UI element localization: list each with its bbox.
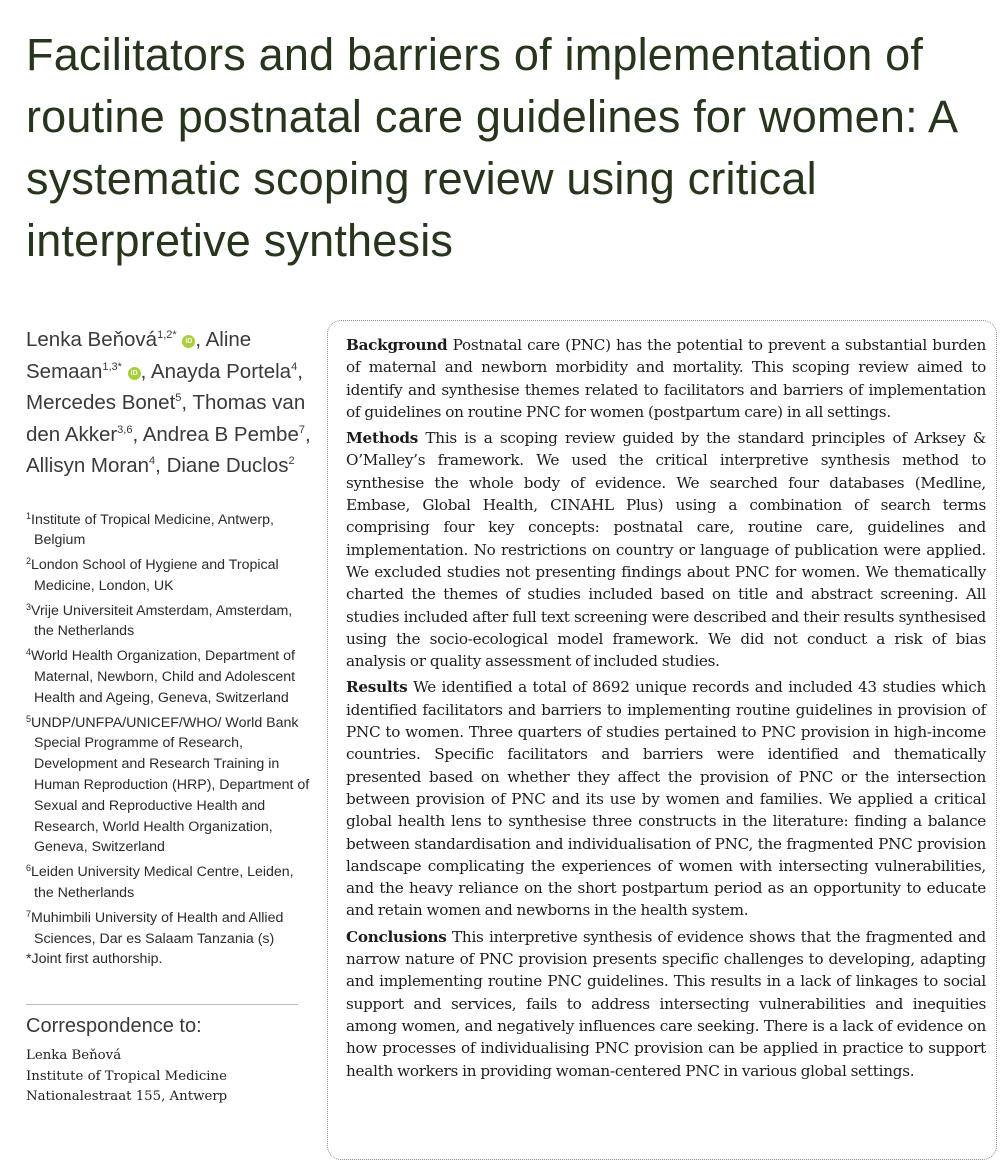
correspondence-heading: Correspondence to:: [26, 1004, 298, 1038]
abstract-heading: Background: [346, 336, 448, 354]
affiliation-item: $^6$Leiden University Medical Centre, Leiden, the Netherlands: [26, 863, 294, 902]
affiliation-item: $^7$Muhimbili University of Health and Allied Sciences, Dar es Salaam Tanzania (s): [26, 908, 284, 947]
author-superscript: 5: [175, 392, 182, 404]
author-name: Thomas van den Akker: [26, 391, 306, 446]
author-name: Mercedes Bonet: [26, 391, 176, 414]
author-name: Lenka Beňová: [26, 328, 158, 351]
author-superscript: 2: [288, 455, 295, 467]
abstract-heading: Results: [346, 678, 408, 697]
author-superscript: 3,6: [117, 423, 133, 436]
author-name: Aline Semaan: [26, 328, 252, 383]
author-name: Diane Duclos: [166, 454, 289, 477]
correspondence-block: [26, 1004, 314, 1108]
affiliation-list: [26, 506, 314, 971]
author-superscript: 7: [298, 423, 305, 436]
abstract-background: Background Postnatal care (PNC) has the potential to prevent a substantial burden of maternal and newborn morbidity and mortality. This scoping review aimed to identify and synthesise themes related to facilitators and barriers of implementation of guidelines on routine PNC for women (postpartum care) in all settings.: [346, 336, 987, 421]
abstract-heading: Methods: [346, 429, 419, 448]
author-name: Allisyn Moran: [26, 454, 150, 477]
affiliation-item: $^5$UNDP/UNFPA/UNICEF/WHO/ World Bank Special Programme of Research, Development and Research Training in Human Reproduction (HRP), Department of Sexual and Reproductive Health and Research, World Health Organization, Geneva, Switzerland: [26, 713, 310, 856]
correspondence-line: Institute of Tropical Medicine: [26, 1068, 227, 1084]
abstract-methods: Methods This is a scoping review guided by the standard principles of Arksey & O’Malley’s framework. We used the critical interpretive synthesis method to synthesise the whole body of evidence. We searched four databases (Medline, Embase, Global Health, CINAHL Plus) using a combination of search terms comprising four key concepts: postnatal care, routine care, guidelines and implementation. No restrictions on country or language of publication were applied. We excluded studies not presenting findings about PNC for women. We thematically charted the themes of studies included based on title and abstract screening. All studies included after full text screening were described and their results synthesised using the socio-ecological model framework. We did not conduct a risk of bias analysis or quality assessment of included studies.: [346, 429, 986, 671]
abstract-results: Results We identified a total of 8692 unique records and included 43 studies which identified facilitators and barriers to implementing routine guidelines in provision of PNC to women. Three quarters of studies pertained to PNC provision in high-income countries. Specific facilitators and barriers were identified and thematically presented based on whether they affect the provision of PNC or the intersection between provision of PNC and its use by women and families. We applied a critical global health lens to synthesise three constructs in the literature: finding a balance between standardisation and individualisation of PNC, the fragmented PNC provision landscape complicating the experiences of women with intersecting vulnerabilities, and the heavy reliance on the short postpartum period as an opportunity to educate and retain women and newborns in the health system.: [346, 678, 987, 920]
affiliation-item: $^1$Institute of Tropical Medicine, Antwerp, Belgium: [26, 510, 274, 549]
joint-authorship-note: *Joint first authorship.: [26, 951, 163, 968]
correspondence-line: Lenka Beňová: [26, 1048, 122, 1064]
abstract-heading: Conclusions: [346, 927, 447, 946]
abstract-conclusions: Conclusions This interpretive synthesis of evidence shows that the fragmented and narrow nature of PNC provision presents specific challenges to developing, adapting and implementing routine PNC guidelines. This results in a lack of linkages to social support and services, fails to address intersecting vulnerabilities and inequities among women, and negatively influences care seeking. There is a lack of evidence on how processes of individualising PNC provision can be applied in practice to support health workers in providing woman-centered PNC in various global settings.: [346, 927, 986, 1080]
author-superscript: 1,3*: [102, 360, 122, 373]
author-name: Andrea B Pembe: [142, 422, 299, 446]
author-column: [26, 322, 314, 1108]
affiliation-item: $^3$Vrije Universiteit Amsterdam, Amsterdam, the Netherlands: [26, 601, 293, 640]
orcid-icon[interactable]: iD: [128, 367, 141, 380]
correspondence-line: Nationalestraat 155, Antwerp: [26, 1089, 228, 1105]
affiliation-item: $^4$World Health Organization, Department of Maternal, Newborn, Child and Adolescent Health and Ageing, Geneva, Switzerland: [26, 647, 296, 706]
author-superscript: 1,2*: [157, 329, 177, 341]
affiliation-item: $^2$London School of Hygiene and Tropical Medicine, London, UK: [26, 556, 279, 594]
author-name: Anayda Portela: [150, 359, 292, 383]
author-superscript: 4: [291, 360, 298, 373]
article-title: Facilitators and barriers of implementation of routine postnatal care guidelines for women: A systematic scoping review using critical interpretive synthesis: [26, 29, 956, 266]
author-superscript: 4: [149, 455, 156, 467]
orcid-icon[interactable]: iD: [182, 335, 195, 348]
author-list: Lenka Beňová$^{1,2*}$ iD , Aline Semaan$^{1,3*}$ iD , Anayda Portela$^4$, Mercedes Bonet$^5$, Thomas van den Akker$^{3,6}$, Andrea B Pembe$^7$, Allisyn Moran$^4$, Diane Duclos$^2$: [26, 328, 311, 477]
abstract-box: [327, 320, 997, 1160]
